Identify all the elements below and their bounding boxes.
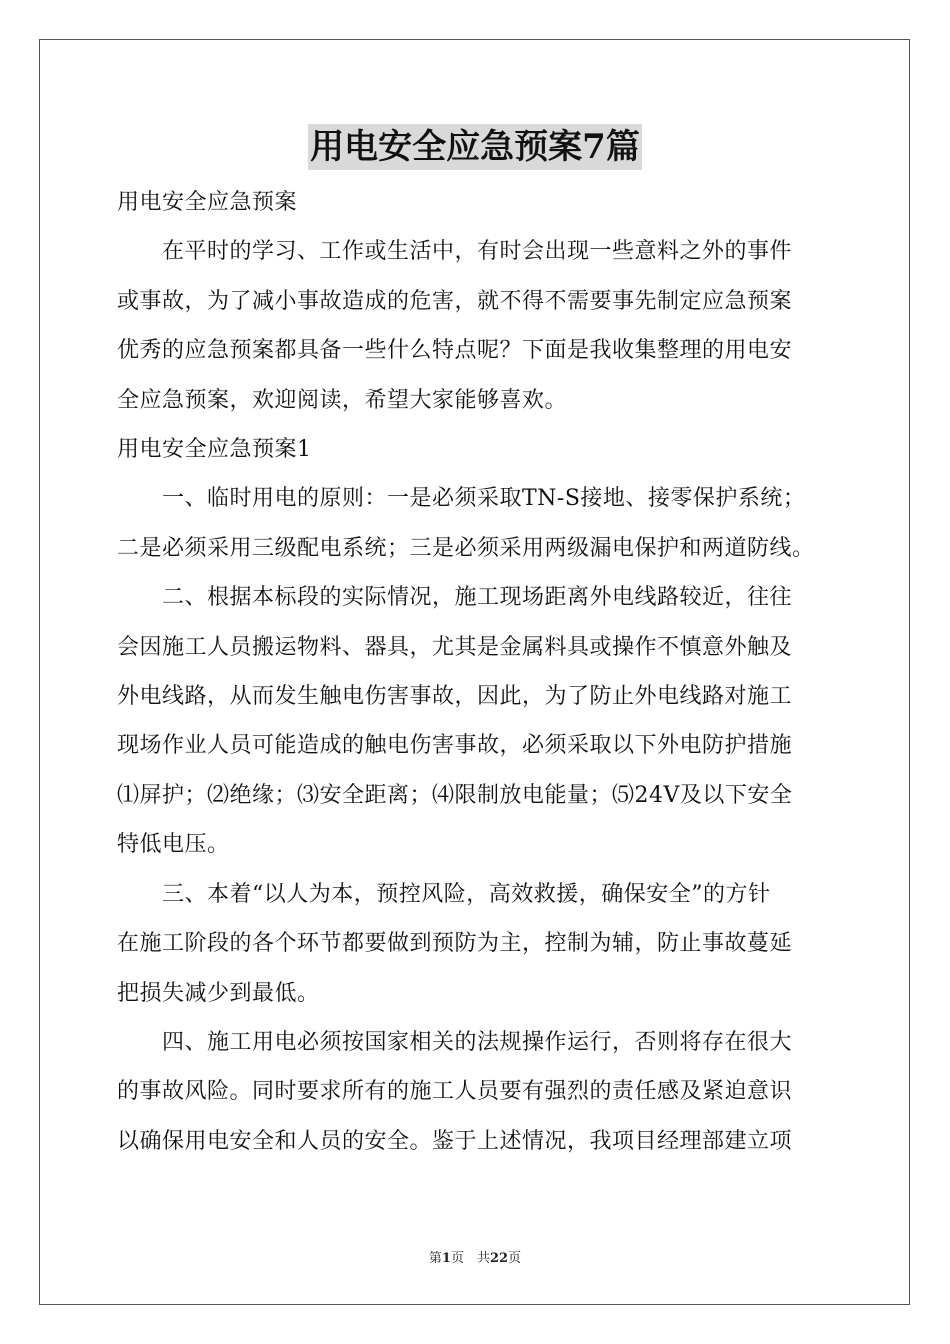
body-line: 把损失减少到最低。 <box>117 980 320 1006</box>
page-number-prefix: 第 <box>428 1251 442 1266</box>
body-line: ⑴屏护；⑵绝缘；⑶安全距离；⑷限制放电能量；⑸24V及以下安全 <box>117 782 793 808</box>
page-number-mid: 页 共 <box>450 1251 490 1266</box>
subheading-main: 用电安全应急预案 <box>117 190 298 215</box>
body-line: 外电线路，从而发生触电伤害事故，因此，为了防止外电线路对施工 <box>117 684 793 710</box>
body-line: 的事故风险。同时要求所有的施工人员要有强烈的责任感及紧迫意识 <box>117 1079 793 1105</box>
page-number-suffix: 页 <box>508 1251 522 1266</box>
body-line: 优秀的应急预案都具备一些什么特点呢？下面是我收集整理的用电安 <box>117 338 793 364</box>
body-line: 二、根据本标段的实际情况，施工现场距离外电线路较近，往往 <box>117 585 793 611</box>
body-line: 四、施工用电必须按国家相关的法规操作运行，否则将存在很大 <box>117 1029 793 1055</box>
document-title <box>0 124 950 170</box>
page-footer <box>0 1247 950 1266</box>
body-line: 以确保用电安全和人员的安全。鉴于上述情况，我项目经理部建立项 <box>117 1128 793 1154</box>
body-line: 一、临时用电的原则：一是必须采取TN-S接地、接零保护系统； <box>117 486 806 512</box>
body-line: 会因施工人员搬运物料、器具，尤其是金属料具或操作不慎意外触及 <box>117 634 793 660</box>
body-line: 特低电压。 <box>117 832 230 858</box>
subheading-section-1: 用电安全应急预案1 <box>117 437 312 463</box>
document-body <box>117 178 837 1166</box>
document-title-text: 用电安全应急预案7篇 <box>308 124 642 170</box>
body-line: 全应急预案，欢迎阅读，希望大家能够喜欢。 <box>117 387 568 413</box>
page-number-current: 1 <box>441 1251 451 1266</box>
body-line: 二是必须采用三级配电系统；三是必须采用两级漏电保护和两道防线。 <box>117 535 815 561</box>
page-number-total: 22 <box>489 1251 509 1266</box>
body-line: 现场作业人员可能造成的触电伤害事故，必须采取以下外电防护措施 <box>117 733 793 759</box>
body-line: 在施工阶段的各个环节都要做到预防为主，控制为辅，防止事故蔓延 <box>117 931 793 957</box>
body-line: 在平时的学习、工作或生活中，有时会出现一些意料之外的事件 <box>117 239 793 265</box>
body-line: 三、本着“以人为本，预控风险，高效救援，确保安全”的方针 <box>117 881 771 907</box>
body-line: 或事故，为了减小事故造成的危害，就不得不需要事先制定应急预案 <box>117 288 793 314</box>
